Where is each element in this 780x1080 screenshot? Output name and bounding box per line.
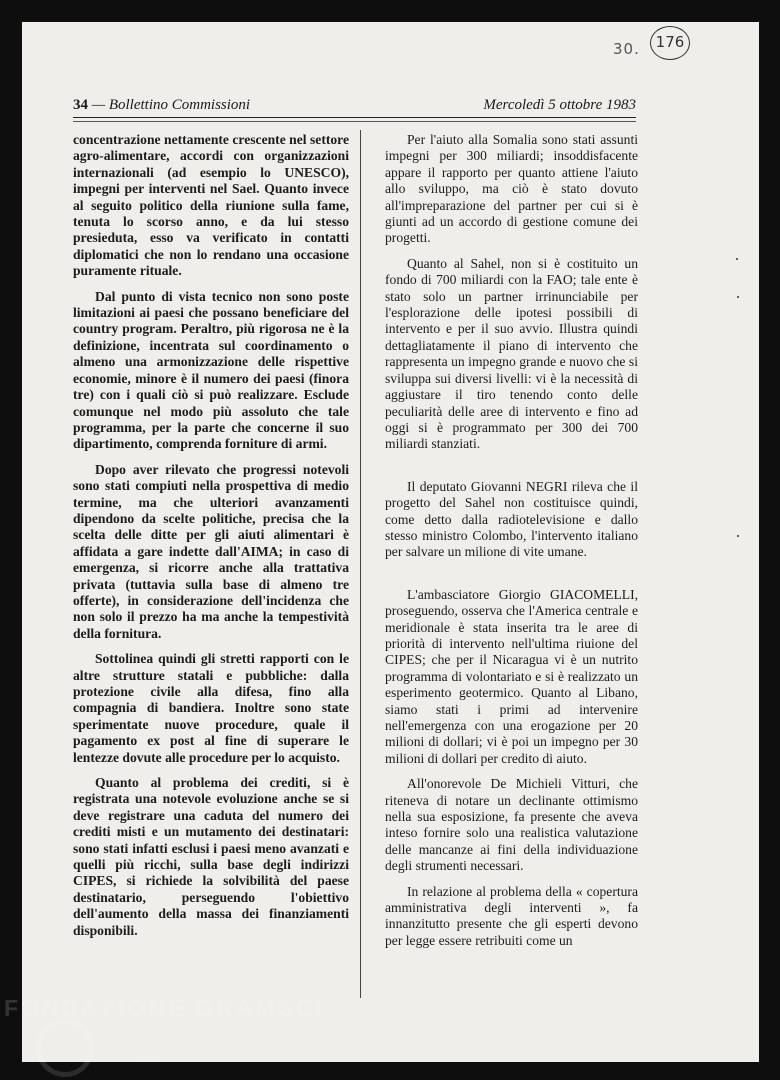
- paragraph: Quanto al problema dei crediti, si è registrata una notevole evoluzione anche se si deve registrare una caduta del numero dei crediti misti e un mutamento dei destinatari: sono stati infatti esclusi i paesi meno avanzati e quelli più ricchi, sulla base degli indirizzi CIPES, si richiede la solvibilità del paese destinatario, perseguendo l'obiettivo dell'aumento della massa dei finanziamenti disponibili.: [73, 775, 349, 938]
- paragraph: Per l'aiuto alla Somalia sono stati assunti impegni per 300 miliardi; insoddisfacente appare il rapporto per quanto attiene l'aiuto allo sviluppo, ma ciò è stato dovuto all'impreparazione del partner per cui si è giunti ad un accordo di gestione comune dei progetti.: [385, 132, 638, 246]
- watermark-logo-icon: [36, 1019, 94, 1077]
- paragraph: All'onorevole De Michieli Vitturi, che riteneva di notare un declinante ottimismo nella sua esposizione, fa presente che aveva inteso fornire solo una realistica valutazione delle mancanze ai fini della individuazione degli strumenti necessari.: [385, 776, 638, 874]
- left-column: [73, 132, 349, 939]
- right-column: [385, 132, 638, 949]
- paragraph: concentrazione nettamente crescente nel settore agro-alimentare, accordi con organizzazioni internazionali (ad esempio lo UNESCO), impegni per interventi nel Sael. Quanto invece al seguito politico della riunione sulla fame, tenuta lo scorso anno, e da lui stesso presieduta, esso va verificato in contatti diplomatici che non lo rendano una occasione puramente rituale.: [73, 132, 349, 279]
- header-rule-thin: [73, 121, 636, 122]
- paragraph: Quanto al Sahel, non si è costituito un fondo di 700 miliardi con la FAO; tale ente è stato solo un partner irrinunciabile per l'esplorazione delle ipotesi possibili di intervento e per il suo avvio. Illustra quindi dettagliatamente il piano di intervento che rappresenta un impegno grande e nuovo che si sviluppa sui diversi livelli: vi è la necessità di aggiustare il tiro tenendo conto delle peculiarità delle aree di intervento e fino ad oggi si è programmato per 300 dei 700 miliardi stanziati.: [385, 255, 638, 452]
- paragraph: Il deputato Giovanni NEGRI rileva che il progetto del Sahel non costituisce quindi, come detto dalla radiotelevisione e dallo stesso ministro Colombo, l'intervento italiano per salvare un milione di vite umane.: [385, 478, 638, 560]
- header-title: — Bollettino Commissioni: [91, 97, 251, 113]
- archive-page-number: 30.: [613, 40, 640, 58]
- paragraph: Dal punto di vista tecnico non sono poste limitazioni ai paesi che possano beneficiare del country program. Peraltro, più rigorosa ne è la definizione, incentrata sul coordinamento o almeno una armonizzazione delle rispettive economie, minore è il numero dei paesi (finora tre) con i quali ciò si può realizzare. Esclude comunque nel modo più assoluto che tale programma, per la parte che concerne il suo dipartimento, comprenda forniture di armi.: [73, 288, 349, 452]
- paragraph: Sottolinea quindi gli stretti rapporti con le altre strutture statali e pubbliche: dalla protezione civile alla difesa, fino alla compagnia di bandiera. Inoltre sono state sperimentate nuove procedure, quale il pagamento ex post al fine di superare le lentezze dovute alle procedure per lo acquisto.: [73, 651, 349, 765]
- paragraph: L'ambasciatore Giorgio GIACOMELLI, proseguendo, osserva che l'America centrale e meridionale è stata inserita tra le aree di priorità di intervento nell'ultima riuione del CIPES; che per il Nicaragua vi è un nutrito programma di volontariato e si è realizzato un esperimento geotermico. Quanto al Libano, siamo stati i primi ad intervenire nell'emergenza con una erogazione per 20 milioni di dollari; vi è poi un impegno per 30 milioni di dollari per credito di aiuto.: [385, 586, 638, 766]
- archive-circled-number: 176: [655, 33, 685, 51]
- header-date: Mercoledì 5 ottobre 1983: [483, 97, 636, 113]
- paper-speck: [737, 535, 739, 537]
- column-divider: [360, 130, 361, 998]
- header-page-number: 34: [73, 97, 88, 113]
- watermark-suffix: onlus: [134, 1052, 161, 1064]
- header-rule: [73, 117, 636, 118]
- paragraph: Dopo aver rilevato che progressi notevoli sono stati compiuti nella prospettiva di medio termine, ma che ulteriori avanzamenti dipendono da scelte politiche, precisa che la scelta delle ditte per gli aiuti alimentari è affidata a gare indette dall'AIMA; in caso di emergenza, si ricorre anche alla trattativa privata (tuttavia sulla base di almeno tre offerte), in considerazione dell'incidenza che non solo il prezzo ha ma anche la tempestività della fornitura.: [73, 461, 349, 641]
- watermark-text: FONDAZIONE GRAMSCI: [4, 995, 326, 1021]
- header-left: [73, 97, 250, 114]
- paper-speck: [736, 258, 738, 260]
- paper-speck: [737, 296, 739, 298]
- paragraph: In relazione al problema della « copertura amministrativa degli interventi », fa innanzitutto presente che gli esperti devono per legge essere retribuiti come un: [385, 883, 638, 948]
